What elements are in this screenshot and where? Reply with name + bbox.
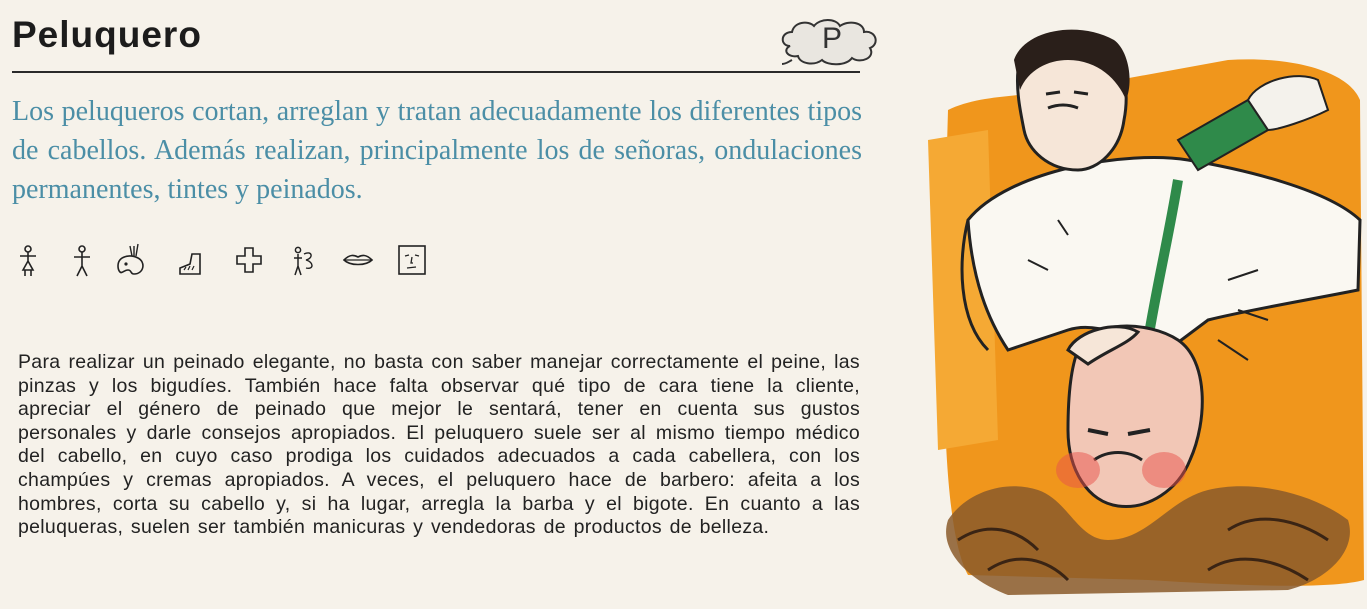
cross-icon [232, 240, 268, 280]
lead-paragraph: Los peluqueros cortan, arreglan y tratan adecuadamente los diferentes tipos de cabellos. Además realizan, principalmente los de señoras, ondulaciones permanentes, tintes y peinados. [12, 96, 862, 205]
badge-letter: P [822, 22, 843, 55]
man-figure-icon [66, 240, 102, 280]
barber-illustration [928, 20, 1364, 605]
page-title: Peluquero [12, 14, 202, 55]
title-divider [12, 71, 860, 73]
body-paragraph: Para realizar un peinado elegante, no basta con saber manejar correctamente el peine, las pinzas y los bigudíes. También hace falta observar qué tipo de cara tiene la cliente, apreciar el género de peinado que mejor le sentará, tener en cuenta sus gustos personales y darle consejos apropiados. El peluquero suele ser al mismo tiempo médico del cabello, en cuyo caso prodiga los cuidados adecuados a cada cabellera, con los champúes y cremas apropiados. A veces, el peluquero hace de barbero: afeita a los hombres, corta su cabello y, si ha lugar, arregla la barba y el bigote. En cuanto a las peluqueras, suelen ser también manicuras y vendedoras de productos de belleza. [18, 351, 860, 539]
face-frame-icon [394, 240, 430, 280]
artist-palette-icon [112, 240, 148, 280]
woman-figure-icon [12, 240, 48, 280]
symbol-row [10, 240, 430, 280]
lips-icon [340, 240, 376, 280]
figure-with-loops-icon [288, 240, 324, 280]
standing-boot-icon [172, 240, 208, 280]
